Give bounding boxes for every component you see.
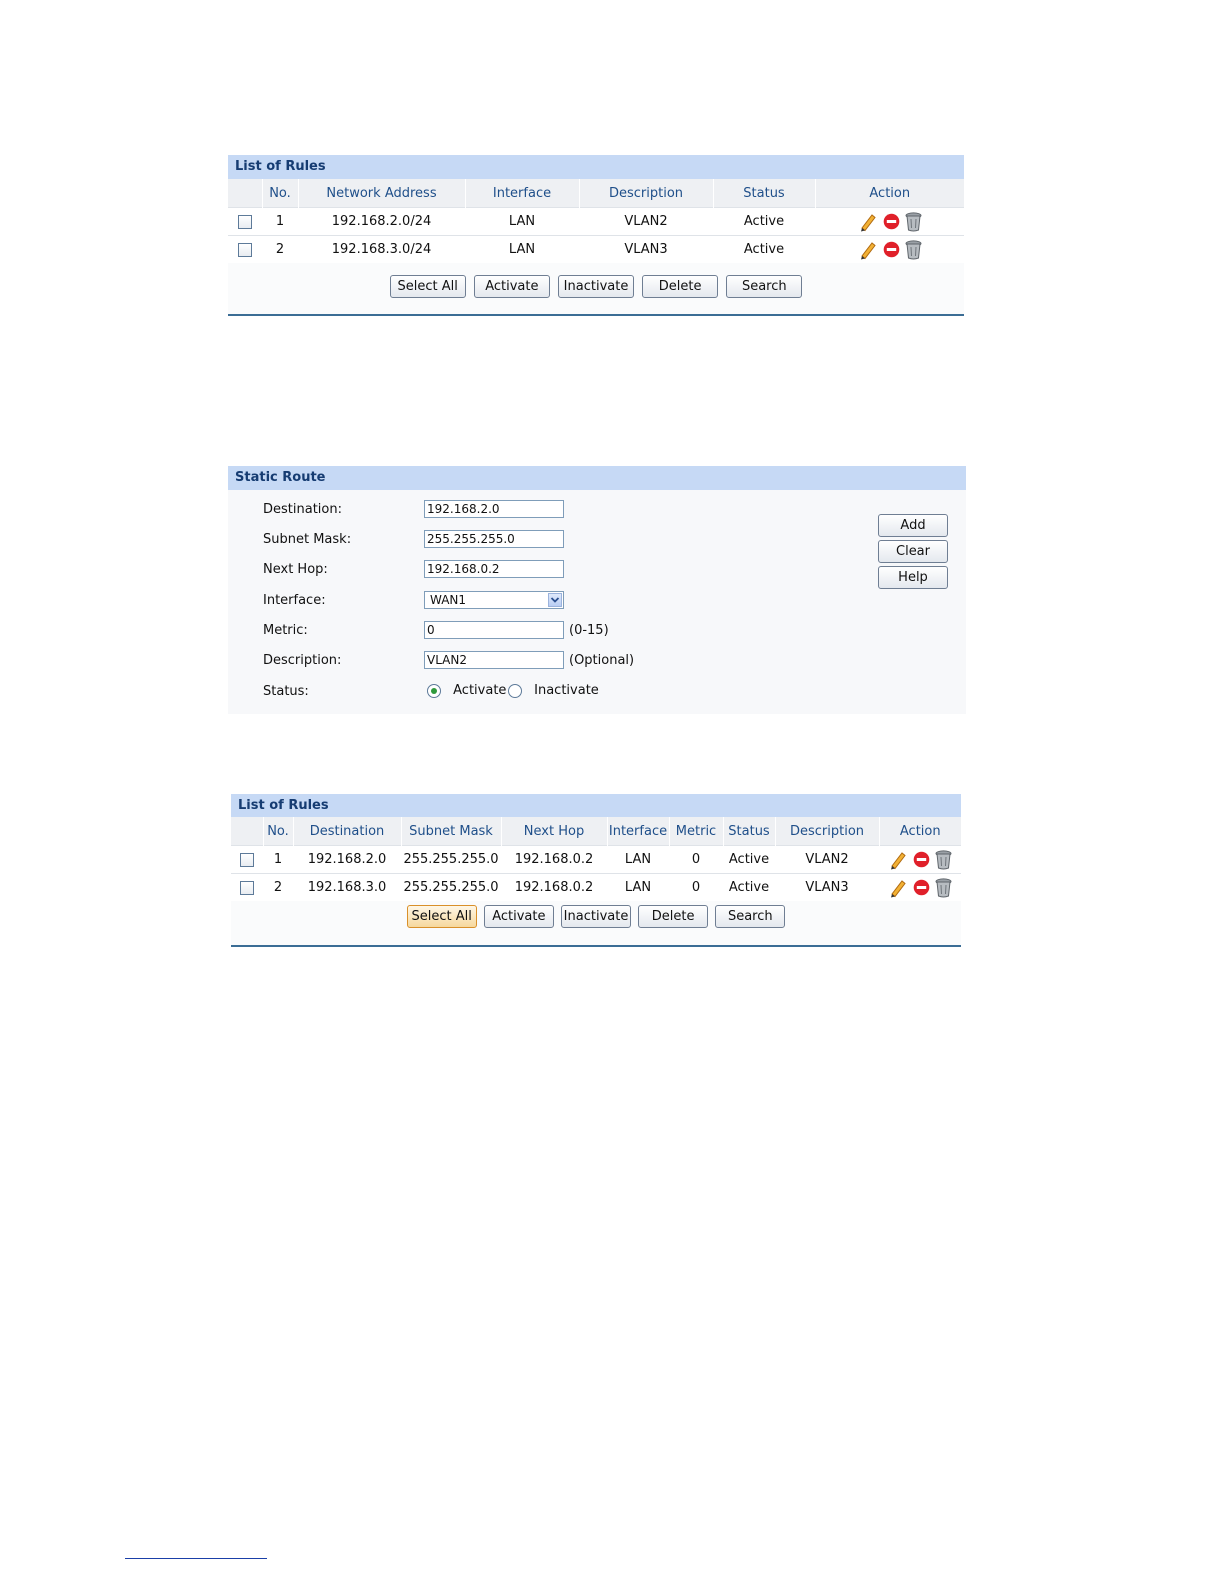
row-actions: [879, 874, 961, 902]
panel-divider: [231, 945, 961, 947]
activate-radio-label: Activate: [453, 683, 507, 698]
status-activate-option[interactable]: [427, 683, 506, 698]
inactivate-radio[interactable]: [508, 684, 522, 698]
trash-icon[interactable]: [935, 850, 952, 870]
row-checkbox[interactable]: [238, 215, 252, 229]
no-column-header: No.: [263, 817, 293, 846]
interface-column-header: Interface: [607, 817, 669, 846]
action-column-header: Action: [879, 817, 961, 846]
static-route-panel: [228, 466, 966, 714]
row-actions: [879, 846, 961, 874]
status-column-header: Status: [723, 817, 775, 846]
rules-table: [228, 179, 964, 263]
select-all-button[interactable]: Select All: [390, 275, 466, 298]
status-inactivate-option[interactable]: [508, 683, 599, 698]
stop-icon[interactable]: [913, 851, 930, 868]
inactivate-button[interactable]: Inactivate: [561, 905, 631, 928]
row-next-hop: 192.168.0.2: [501, 874, 607, 902]
footnote-rule: [125, 1558, 267, 1559]
activate-button[interactable]: Activate: [474, 275, 550, 298]
network-address-column-header: Network Address: [298, 179, 465, 208]
stop-icon[interactable]: [883, 241, 900, 258]
row-no: 2: [263, 874, 293, 902]
row-subnet-mask: 255.255.255.0: [401, 846, 501, 874]
panel-title: List of Rules: [231, 794, 961, 817]
stop-icon[interactable]: [913, 879, 930, 896]
row-subnet-mask: 255.255.255.0: [401, 874, 501, 902]
table-row: [231, 846, 961, 874]
next-hop-field[interactable]: 192.168.0.2: [424, 560, 564, 578]
row-metric: 0: [669, 846, 723, 874]
row-interface: LAN: [607, 874, 669, 902]
rules-panel-1: [228, 155, 964, 316]
clear-button[interactable]: Clear: [878, 540, 948, 563]
pencil-icon[interactable]: [858, 212, 878, 232]
row-actions: [815, 208, 964, 236]
panel-title: List of Rules: [228, 155, 964, 179]
row-no: 2: [262, 236, 298, 264]
row-status: Active: [723, 874, 775, 902]
action-icons: [858, 212, 922, 232]
panel-title: Static Route: [228, 466, 966, 490]
row-description: VLAN2: [579, 208, 713, 236]
trash-icon[interactable]: [905, 240, 922, 260]
stop-icon[interactable]: [883, 213, 900, 230]
select-column-header: [228, 179, 262, 208]
destination-field[interactable]: 192.168.2.0: [424, 500, 564, 518]
destination-label: Destination:: [263, 502, 342, 517]
row-select-cell: [228, 236, 262, 264]
row-description: VLAN2: [775, 846, 879, 874]
inactivate-radio-label: Inactivate: [534, 683, 599, 698]
row-checkbox[interactable]: [238, 243, 252, 257]
row-description: VLAN3: [775, 874, 879, 902]
chevron-down-icon[interactable]: [548, 593, 562, 607]
activate-button[interactable]: Activate: [484, 905, 554, 928]
row-interface: LAN: [607, 846, 669, 874]
search-button[interactable]: Search: [715, 905, 785, 928]
description-column-header: Description: [579, 179, 713, 208]
row-next-hop: 192.168.0.2: [501, 846, 607, 874]
action-icons: [888, 878, 952, 898]
description-column-header: Description: [775, 817, 879, 846]
row-interface: LAN: [465, 236, 579, 264]
row-status: Active: [713, 236, 815, 264]
metric-column-header: Metric: [669, 817, 723, 846]
delete-button[interactable]: Delete: [642, 275, 718, 298]
table-row: [228, 208, 964, 236]
trash-icon[interactable]: [905, 212, 922, 232]
row-network-address: 192.168.2.0/24: [298, 208, 465, 236]
destination-column-header: Destination: [293, 817, 401, 846]
description-field[interactable]: VLAN2: [424, 651, 564, 669]
table-row: [228, 236, 964, 264]
row-no: 1: [263, 846, 293, 874]
action-column-header: Action: [815, 179, 964, 208]
panel-divider: [228, 314, 964, 316]
status-label: Status:: [263, 684, 309, 699]
description-label: Description:: [263, 653, 342, 668]
action-icons: [888, 850, 952, 870]
row-network-address: 192.168.3.0/24: [298, 236, 465, 264]
next-hop-label: Next Hop:: [263, 562, 328, 577]
button-bar: [231, 901, 961, 945]
interface-select[interactable]: [424, 591, 564, 609]
next-hop-column-header: Next Hop: [501, 817, 607, 846]
row-no: 1: [262, 208, 298, 236]
table-header-row: [231, 817, 961, 846]
pencil-icon[interactable]: [888, 850, 908, 870]
select-all-button[interactable]: Select All: [407, 905, 477, 928]
table-header-row: [228, 179, 964, 208]
metric-field[interactable]: 0: [424, 621, 564, 639]
pencil-icon[interactable]: [858, 240, 878, 260]
row-interface: LAN: [465, 208, 579, 236]
table-row: [231, 874, 961, 902]
row-description: VLAN3: [579, 236, 713, 264]
row-destination: 192.168.3.0: [293, 874, 401, 902]
description-optional-note: (Optional): [569, 653, 635, 668]
row-select-cell: [228, 208, 262, 236]
interface-label: Interface:: [263, 593, 326, 608]
rules-table: [231, 817, 961, 901]
interface-column-header: Interface: [465, 179, 579, 208]
row-actions: [815, 236, 964, 264]
trash-icon[interactable]: [935, 878, 952, 898]
row-status: Active: [723, 846, 775, 874]
interface-selected-value: WAN1: [430, 593, 467, 607]
no-column-header: No.: [262, 179, 298, 208]
add-button[interactable]: Add: [878, 514, 948, 537]
subnet-mask-label: Subnet Mask:: [263, 532, 352, 547]
subnet-mask-field[interactable]: 255.255.255.0: [424, 530, 564, 548]
row-status: Active: [713, 208, 815, 236]
rules-panel-2: [231, 794, 961, 947]
subnet-mask-column-header: Subnet Mask: [401, 817, 501, 846]
inactivate-button[interactable]: Inactivate: [558, 275, 634, 298]
row-checkbox[interactable]: [240, 881, 254, 895]
button-bar: [228, 263, 964, 314]
row-checkbox[interactable]: [240, 853, 254, 867]
row-metric: 0: [669, 874, 723, 902]
static-route-form: [228, 490, 966, 714]
metric-range-note: (0-15): [569, 623, 609, 638]
metric-label: Metric:: [263, 623, 308, 638]
search-button[interactable]: Search: [726, 275, 802, 298]
select-column-header: [231, 817, 263, 846]
help-button[interactable]: Help: [878, 566, 948, 589]
delete-button[interactable]: Delete: [638, 905, 708, 928]
row-select-cell: [231, 846, 263, 874]
activate-radio[interactable]: [427, 684, 441, 698]
row-destination: 192.168.2.0: [293, 846, 401, 874]
row-select-cell: [231, 874, 263, 902]
action-icons: [858, 240, 922, 260]
pencil-icon[interactable]: [888, 878, 908, 898]
status-column-header: Status: [713, 179, 815, 208]
